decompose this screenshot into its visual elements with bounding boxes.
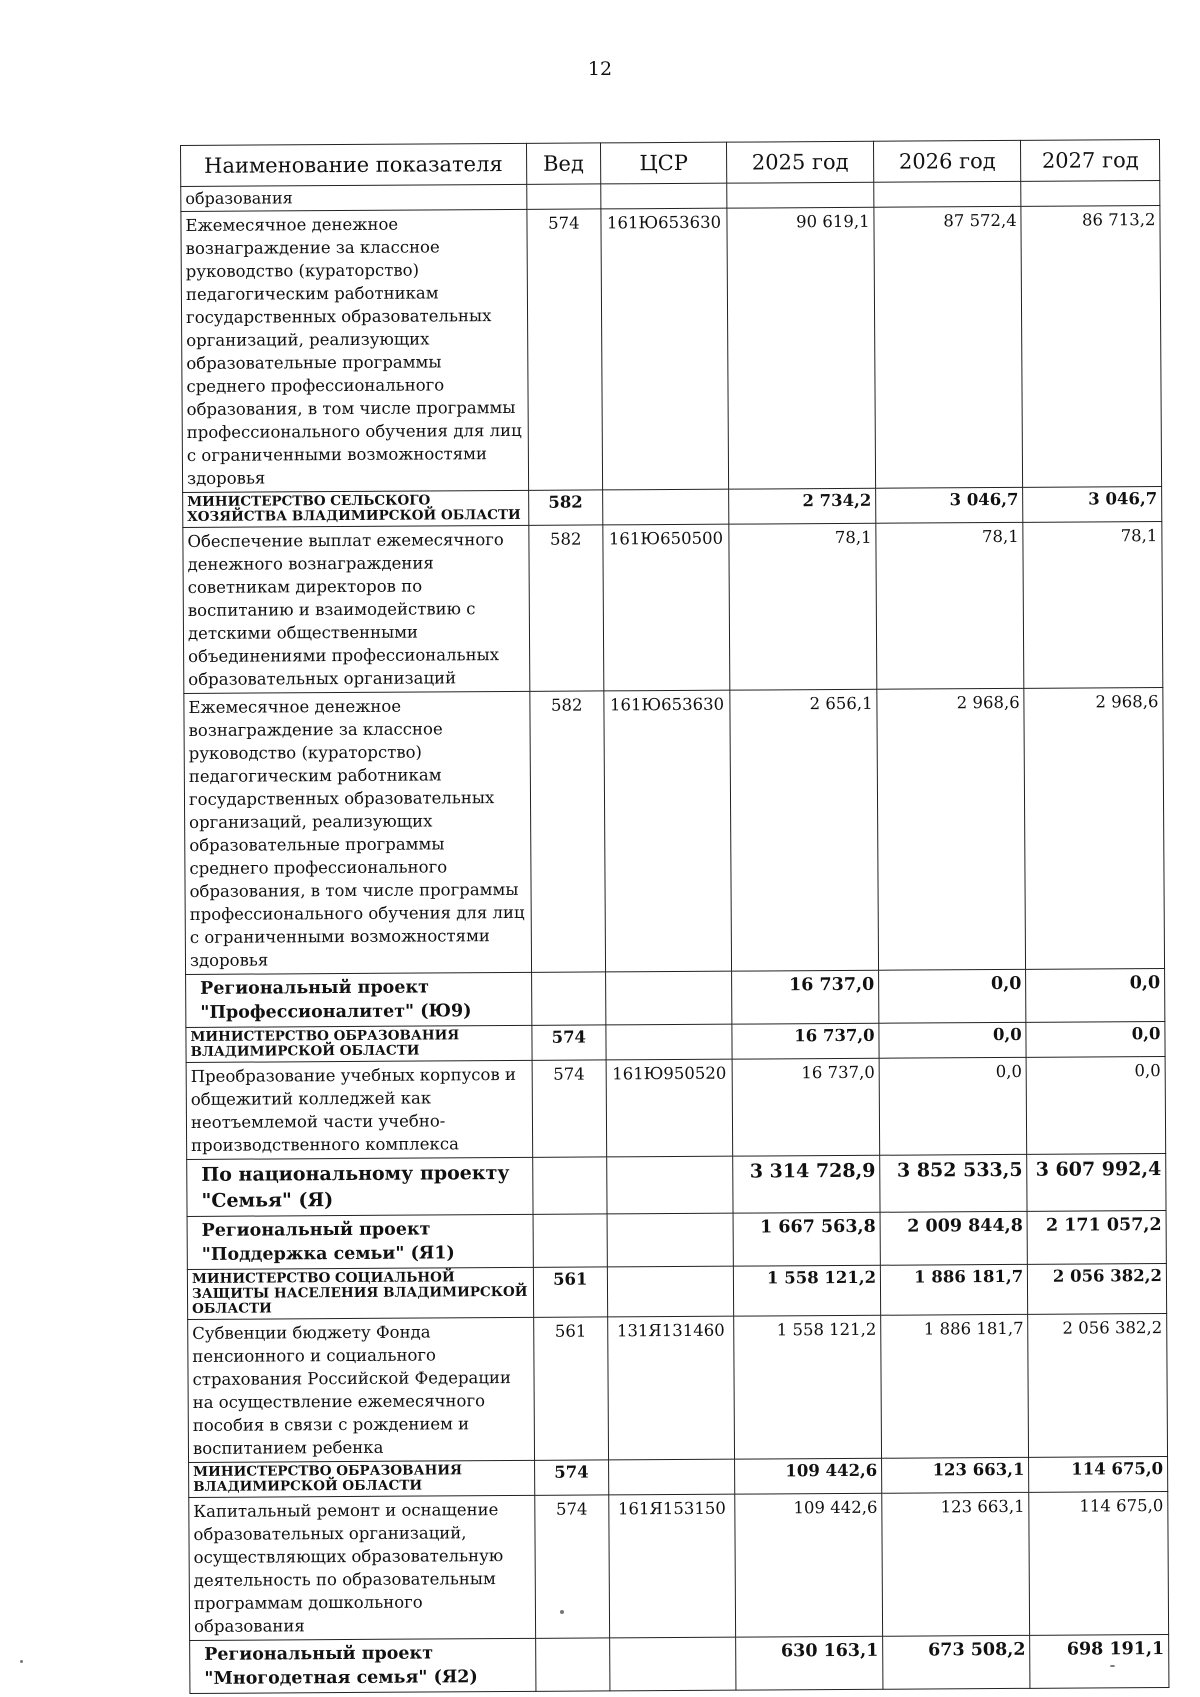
row-value-2027: 2 056 382,2 bbox=[1028, 1313, 1168, 1457]
table-row bbox=[181, 206, 1162, 493]
row-name: Преобразование учебных корпусов и общежитий колледжей как неотъемлемой части учебно-производственного комплекса bbox=[186, 1060, 532, 1159]
row-name: По национальному проекту "Семья" (Я) bbox=[187, 1157, 533, 1216]
row-value-2026 bbox=[874, 181, 1021, 207]
budget-table bbox=[180, 139, 1169, 1694]
table-row bbox=[187, 1153, 1166, 1216]
row-value-2025: 16 737,0 bbox=[732, 1023, 879, 1059]
table-row bbox=[187, 1210, 1166, 1269]
row-value-2026: 0,0 bbox=[879, 969, 1026, 1023]
row-dept bbox=[533, 1214, 608, 1267]
row-value-2027: 114 675,0 bbox=[1029, 1456, 1168, 1492]
scan-speck bbox=[560, 1610, 564, 1614]
row-dept bbox=[535, 1638, 610, 1691]
header-dept: Вед bbox=[526, 143, 601, 184]
row-csr bbox=[606, 971, 732, 1025]
row-csr: 161Ю653630 bbox=[604, 690, 732, 972]
row-value-2025: 109 442,6 bbox=[735, 1493, 883, 1637]
table-row bbox=[187, 1263, 1166, 1319]
row-value-2025: 109 442,6 bbox=[735, 1458, 882, 1494]
row-csr bbox=[606, 1024, 732, 1060]
row-name: образования bbox=[181, 184, 527, 211]
table-row bbox=[183, 522, 1163, 694]
table-header-row bbox=[181, 140, 1160, 187]
row-csr bbox=[607, 1156, 733, 1214]
row-value-2026: 3 046,7 bbox=[876, 487, 1023, 523]
row-dept: 574 bbox=[534, 1460, 609, 1495]
row-value-2026: 0,0 bbox=[879, 1022, 1026, 1058]
table-row bbox=[190, 1634, 1169, 1693]
row-name: Обеспечение выплат ежемесячного денежного вознаграждения советникам директоров по воспитанию и взаимодействию с детскими общественными объединениями профессиональных образовательных организаций bbox=[183, 525, 530, 693]
page-number: 12 bbox=[587, 58, 613, 80]
row-dept: 561 bbox=[533, 1317, 609, 1460]
row-value-2025: 3 314 728,9 bbox=[733, 1155, 881, 1213]
row-value-2027: 2 056 382,2 bbox=[1028, 1263, 1167, 1314]
row-value-2025: 2 734,2 bbox=[729, 488, 876, 524]
row-dept: 582 bbox=[529, 691, 605, 972]
table-row bbox=[186, 1056, 1166, 1159]
row-csr bbox=[601, 183, 727, 209]
row-value-2026: 673 508,2 bbox=[883, 1635, 1030, 1689]
header-2026: 2026 год bbox=[874, 140, 1021, 182]
row-dept bbox=[532, 1157, 607, 1214]
row-name: МИНИСТЕРСТВО ОБРАЗОВАНИЯ ВЛАДИМИРСКОЙ ОБЛАСТИ bbox=[189, 1460, 535, 1497]
row-value-2025: 2 656,1 bbox=[730, 689, 879, 971]
row-csr bbox=[610, 1637, 736, 1691]
row-value-2027: 0,0 bbox=[1026, 969, 1165, 1023]
row-value-2026: 1 886 181,7 bbox=[881, 1314, 1029, 1458]
row-value-2027 bbox=[1021, 181, 1160, 207]
row-value-2027: 698 191,1 bbox=[1030, 1634, 1169, 1688]
table-row bbox=[189, 1491, 1169, 1640]
row-name: Капитальный ремонт и оснащение образовательных организаций, осуществляющих образовательную деятельность по образовательным программам дошкольного образования bbox=[189, 1495, 535, 1640]
row-value-2025: 78,1 bbox=[729, 523, 877, 690]
row-csr bbox=[609, 1459, 735, 1495]
row-value-2026: 0,0 bbox=[879, 1057, 1027, 1155]
row-dept: 574 bbox=[531, 1025, 606, 1060]
row-value-2027: 86 713,2 bbox=[1021, 206, 1161, 488]
scan-speck bbox=[1110, 1665, 1115, 1667]
row-dept: 574 bbox=[534, 1495, 610, 1638]
row-csr: 161Ю653630 bbox=[601, 208, 729, 490]
row-value-2026: 123 663,1 bbox=[882, 1492, 1030, 1636]
row-dept: 574 bbox=[526, 209, 602, 490]
row-csr: 161Я153150 bbox=[609, 1494, 736, 1638]
row-value-2026: 2 009 844,8 bbox=[880, 1211, 1027, 1265]
row-value-2026: 1 886 181,7 bbox=[880, 1264, 1027, 1315]
row-dept: 582 bbox=[528, 525, 604, 691]
row-value-2027: 2 968,6 bbox=[1024, 688, 1164, 970]
row-value-2027: 0,0 bbox=[1026, 1022, 1165, 1058]
header-name: Наименование показателя bbox=[181, 143, 527, 186]
row-value-2026: 2 968,6 bbox=[877, 688, 1026, 970]
row-value-2027: 114 675,0 bbox=[1029, 1491, 1169, 1635]
header-2027: 2027 год bbox=[1021, 140, 1160, 182]
row-name: Субвенции бюджету Фонда пенсионного и социального страхования Российской Федерации на осуществление ежемесячного пособия в связи с рождением и воспитанием ребенка bbox=[188, 1317, 534, 1462]
row-value-2026: 78,1 bbox=[876, 522, 1024, 689]
row-csr: 161Ю650500 bbox=[603, 524, 730, 691]
row-value-2025: 16 737,0 bbox=[732, 1058, 880, 1156]
row-value-2027: 78,1 bbox=[1023, 522, 1163, 689]
row-value-2026: 87 572,4 bbox=[874, 206, 1023, 488]
row-dept: 561 bbox=[533, 1267, 608, 1317]
row-value-2026: 3 852 533,5 bbox=[880, 1154, 1028, 1212]
header-2025: 2025 год bbox=[726, 141, 873, 183]
row-value-2027: 0,0 bbox=[1026, 1056, 1165, 1154]
row-value-2025: 1 558 121,2 bbox=[734, 1315, 882, 1459]
table-row bbox=[186, 969, 1165, 1028]
table-row bbox=[189, 1456, 1168, 1497]
row-csr: 161Ю950520 bbox=[606, 1059, 732, 1157]
row-name: Ежемесячное денежное вознаграждение за классное руководство (кураторство) педагогическим работникам государственных образовательных организаций, реализующих образовательные программы среднего профессионального образования, в том числе программы профессионального обучения для лиц с ограниченными возможностями здоровья bbox=[181, 209, 528, 492]
row-csr: 131Я131460 bbox=[608, 1316, 735, 1460]
row-dept bbox=[531, 972, 606, 1025]
row-value-2027: 3 607 992,4 bbox=[1027, 1153, 1166, 1211]
row-csr bbox=[603, 489, 729, 525]
table-row bbox=[184, 688, 1165, 975]
row-name: Региональный проект "Многодетная семья" (Я2) bbox=[190, 1638, 536, 1693]
row-name: Региональный проект "Профессионалитет" (Ю9) bbox=[186, 972, 532, 1027]
row-value-2025: 630 163,1 bbox=[736, 1636, 883, 1690]
row-value-2025 bbox=[727, 182, 874, 208]
row-name: МИНИСТЕРСТВО СОЦИАЛЬНОЙ ЗАЩИТЫ НАСЕЛЕНИЯ ВЛАДИМИРСКОЙ ОБЛАСТИ bbox=[187, 1267, 533, 1319]
scan-speck bbox=[20, 1660, 23, 1663]
row-value-2027: 3 046,7 bbox=[1023, 487, 1162, 523]
row-value-2025: 90 619,1 bbox=[727, 207, 876, 489]
row-csr bbox=[607, 1213, 733, 1267]
table-row bbox=[188, 1313, 1168, 1462]
row-csr bbox=[608, 1266, 734, 1317]
table-row bbox=[186, 1022, 1165, 1063]
row-value-2025: 16 737,0 bbox=[732, 970, 879, 1024]
row-name: МИНИСТЕРСТВО СЕЛЬСКОГО ХОЗЯЙСТВА ВЛАДИМИРСКОЙ ОБЛАСТИ bbox=[183, 490, 529, 527]
row-name: Региональный проект "Поддержка семьи" (Я1) bbox=[187, 1214, 533, 1269]
row-value-2027: 2 171 057,2 bbox=[1027, 1210, 1166, 1264]
row-dept: 582 bbox=[528, 490, 603, 525]
row-value-2025: 1 667 563,8 bbox=[733, 1212, 880, 1266]
row-name: Ежемесячное денежное вознаграждение за классное руководство (кураторство) педагогическим работникам государственных образовательных организаций, реализующих образовательные программы среднего профессионального образования, в том числе программы профессионального обучения для лиц с ограниченными возможностями здоровья bbox=[184, 691, 531, 974]
row-dept: 574 bbox=[532, 1060, 607, 1157]
row-dept bbox=[526, 184, 601, 209]
row-value-2025: 1 558 121,2 bbox=[733, 1265, 880, 1316]
row-name: МИНИСТЕРСТВО ОБРАЗОВАНИЯ ВЛАДИМИРСКОЙ ОБЛАСТИ bbox=[186, 1025, 532, 1062]
row-value-2026: 123 663,1 bbox=[882, 1457, 1029, 1493]
table-row bbox=[183, 487, 1162, 528]
header-csr: ЦСР bbox=[601, 142, 727, 184]
